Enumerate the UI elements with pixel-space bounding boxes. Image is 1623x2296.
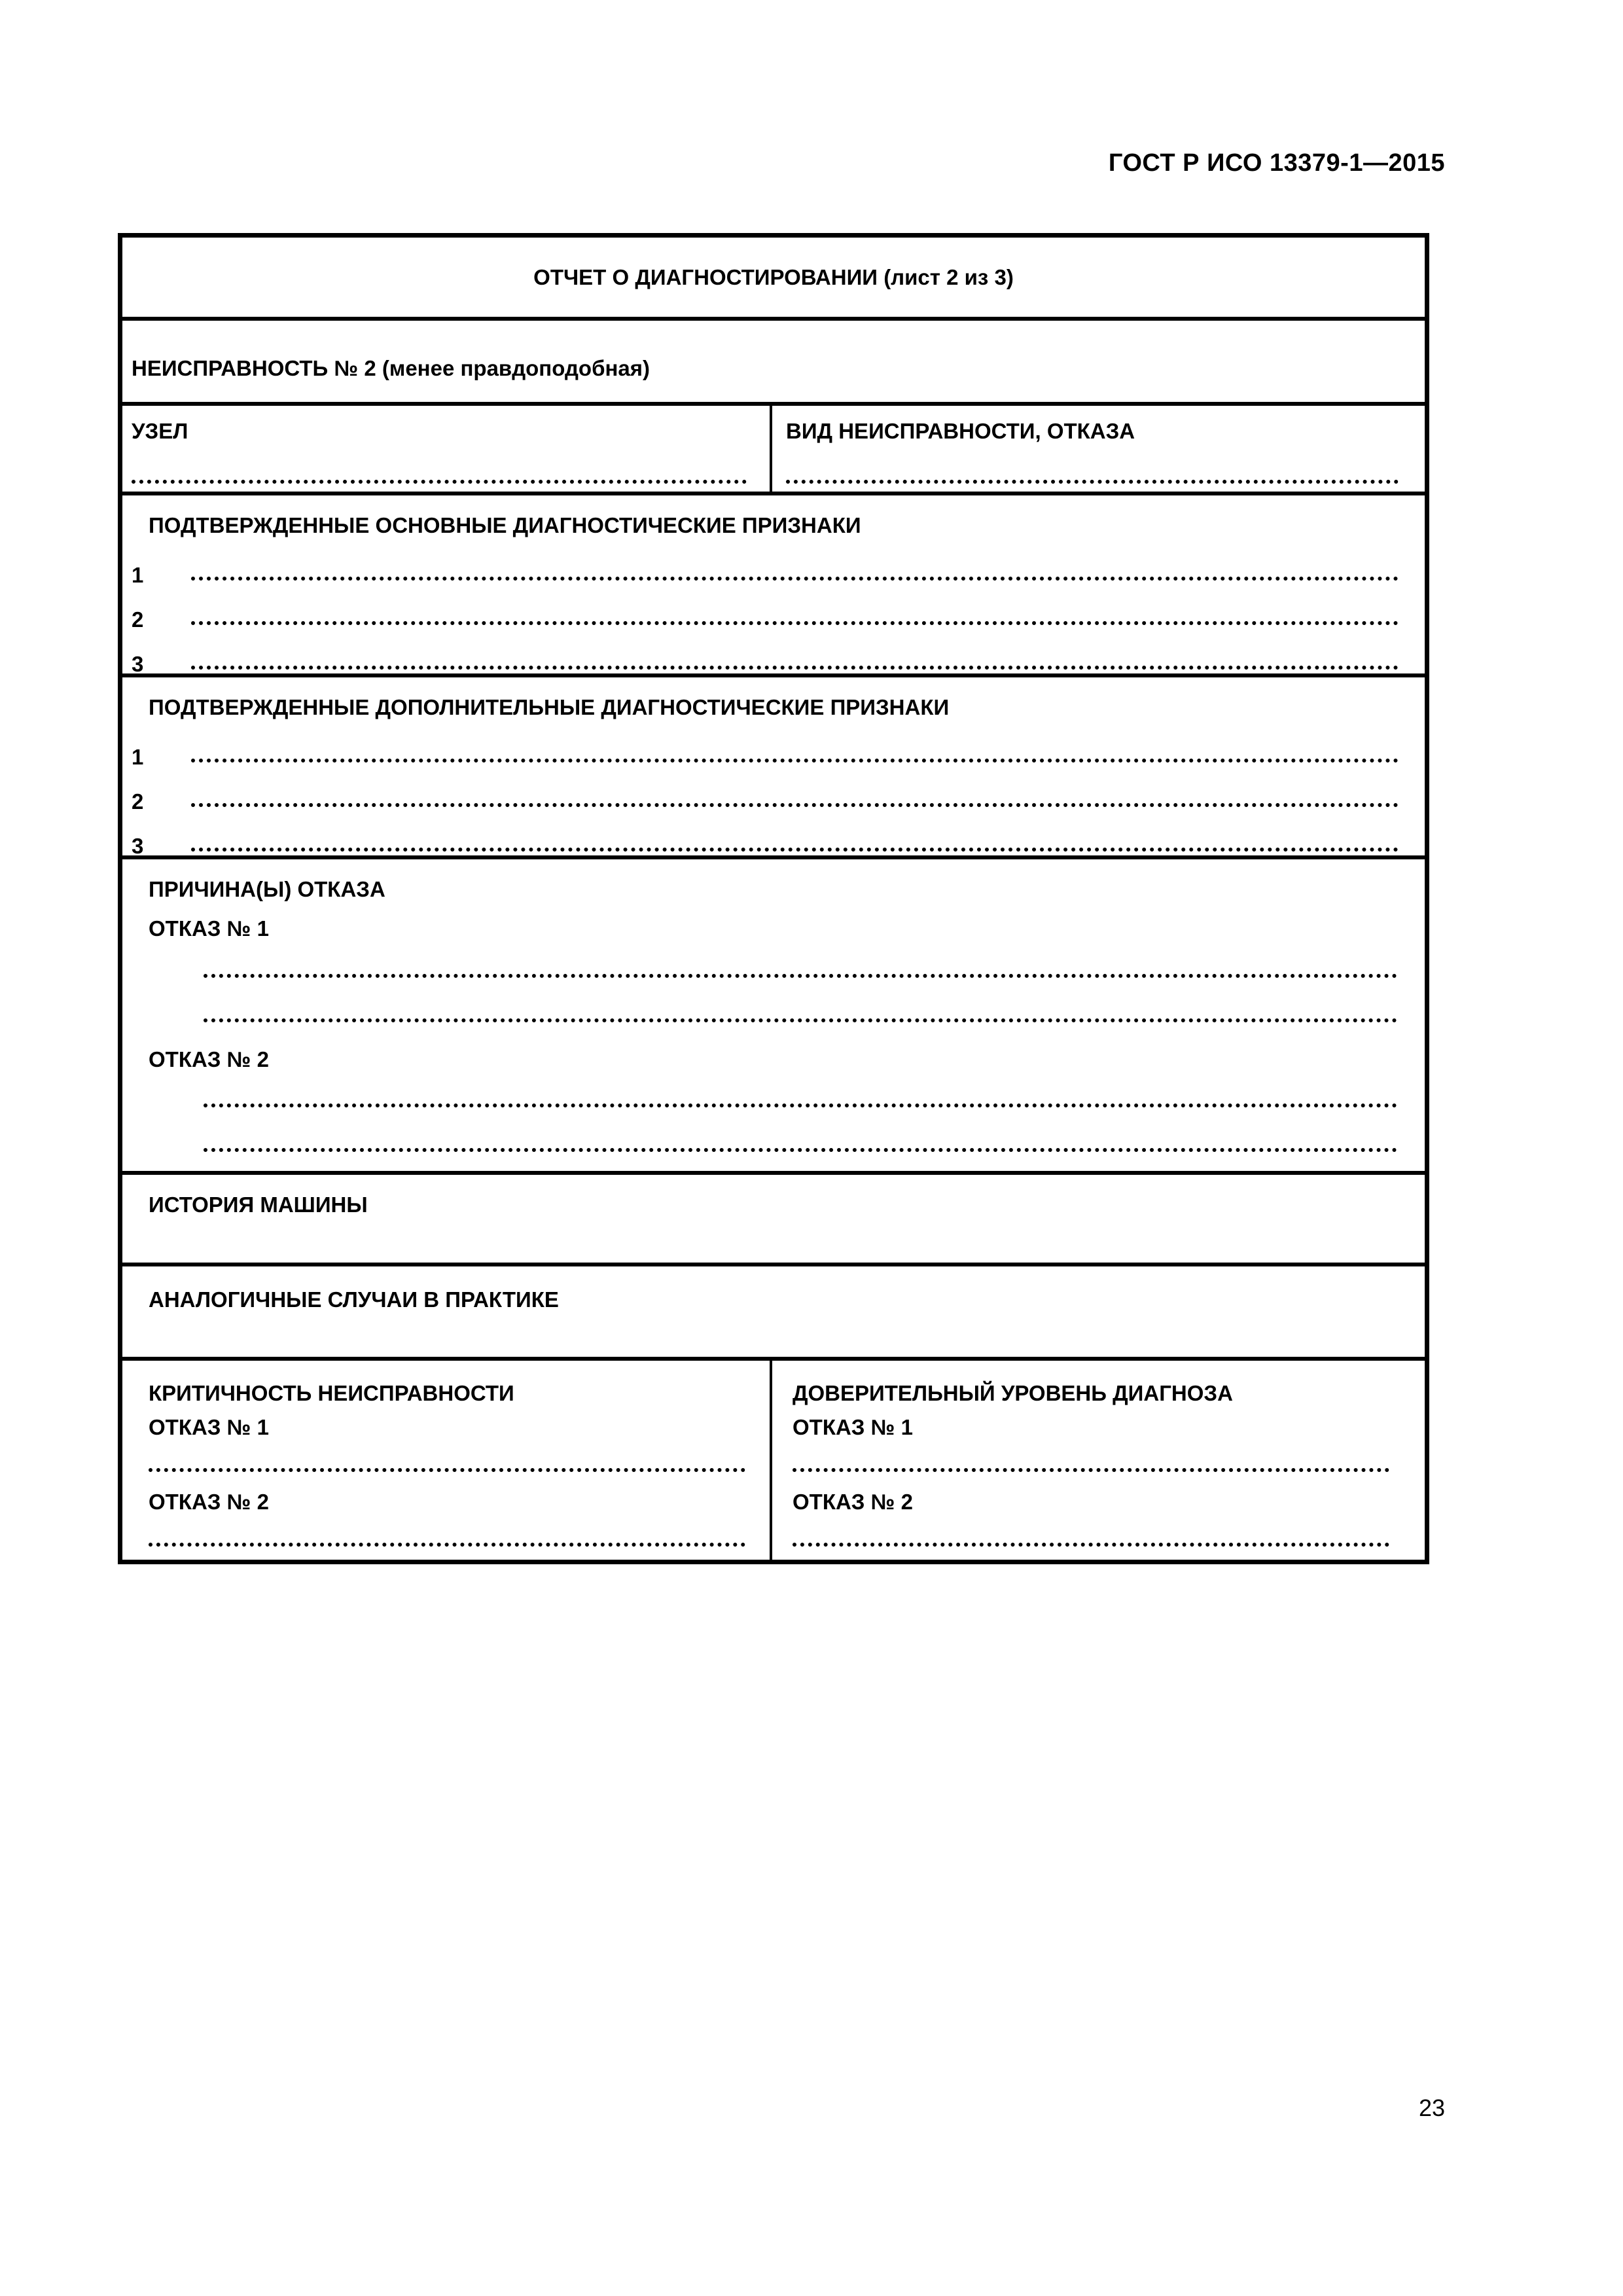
criticality-label: КРИТИЧНОСТЬ НЕИСПРАВНОСТИ: [149, 1381, 514, 1405]
criticality-failure-1-field[interactable]: [149, 1468, 745, 1472]
cause-failure-2-field[interactable]: [204, 1148, 1397, 1152]
column-divider: [770, 404, 772, 492]
node-label: УЗЕЛ: [132, 419, 188, 443]
confidence-failure-1-label: ОТКАЗ № 1: [793, 1415, 913, 1439]
form-title: ОТЧЕТ О ДИАГНОСТИРОВАНИИ (лист 2 из 3): [533, 265, 1014, 289]
additional-sign-number: 1: [132, 745, 144, 769]
cause-failure-1-label: ОТКАЗ № 1: [149, 916, 269, 941]
confidence-failure-2-label: ОТКАЗ № 2: [793, 1490, 913, 1514]
cause-failure-2-label: ОТКАЗ № 2: [149, 1047, 269, 1071]
causes-label: ПРИЧИНА(Ы) ОТКАЗА: [149, 877, 385, 901]
machine-history-label: ИСТОРИЯ МАШИНЫ: [149, 1193, 368, 1217]
criticality-failure-2-label: ОТКАЗ № 2: [149, 1490, 269, 1514]
divider: [122, 317, 1425, 321]
page-number: 23: [1418, 2094, 1445, 2121]
confidence-label: ДОВЕРИТЕЛЬНЫЙ УРОВЕНЬ ДИАГНОЗА: [793, 1381, 1233, 1405]
column-divider: [770, 1359, 772, 1564]
cause-failure-1-field[interactable]: [204, 1018, 1397, 1022]
fault-type-label: ВИД НЕИСПРАВНОСТИ, ОТКАЗА: [786, 419, 1135, 443]
divider: [122, 402, 1425, 406]
additional-sign-field[interactable]: [191, 848, 1399, 852]
divider: [122, 1171, 1425, 1175]
cause-failure-2-field[interactable]: [204, 1103, 1397, 1107]
confidence-failure-1-field[interactable]: [793, 1468, 1389, 1472]
node-field[interactable]: [132, 480, 747, 484]
document-code: ГОСТ Р ИСО 13379-1—2015: [1108, 149, 1445, 177]
additional-sign-field[interactable]: [191, 759, 1399, 762]
main-sign-number: 2: [132, 607, 144, 632]
main-sign-field[interactable]: [191, 666, 1399, 670]
similar-cases-label: АНАЛОГИЧНЫЕ СЛУЧАИ В ПРАКТИКЕ: [149, 1287, 559, 1312]
divider: [122, 492, 1425, 495]
fault-type-field[interactable]: [786, 480, 1399, 484]
divider: [122, 1357, 1425, 1361]
additional-sign-field[interactable]: [191, 803, 1399, 807]
divider: [122, 673, 1425, 677]
criticality-failure-2-field[interactable]: [149, 1543, 745, 1547]
criticality-failure-1-label: ОТКАЗ № 1: [149, 1415, 269, 1439]
additional-sign-number: 2: [132, 789, 144, 814]
additional-sign-number: 3: [132, 834, 144, 858]
additional-signs-label: ПОДТВЕРЖДЕННЫЕ ДОПОЛНИТЕЛЬНЫЕ ДИАГНОСТИЧЕСКИЕ ПРИЗНАКИ: [149, 695, 950, 719]
main-sign-field[interactable]: [191, 577, 1399, 581]
diagnosis-report-form: [118, 233, 1429, 1564]
confidence-failure-2-field[interactable]: [793, 1543, 1389, 1547]
divider: [122, 855, 1425, 859]
main-signs-label: ПОДТВЕРЖДЕННЫЕ ОСНОВНЫЕ ДИАГНОСТИЧЕСКИЕ ПРИЗНАКИ: [149, 513, 861, 537]
fault-heading: НЕИСПРАВНОСТЬ № 2 (менее правдоподобная): [132, 356, 650, 380]
divider: [122, 1263, 1425, 1266]
main-sign-field[interactable]: [191, 621, 1399, 625]
main-sign-number: 3: [132, 652, 144, 676]
main-sign-number: 1: [132, 563, 144, 587]
cause-failure-1-field[interactable]: [204, 974, 1397, 978]
